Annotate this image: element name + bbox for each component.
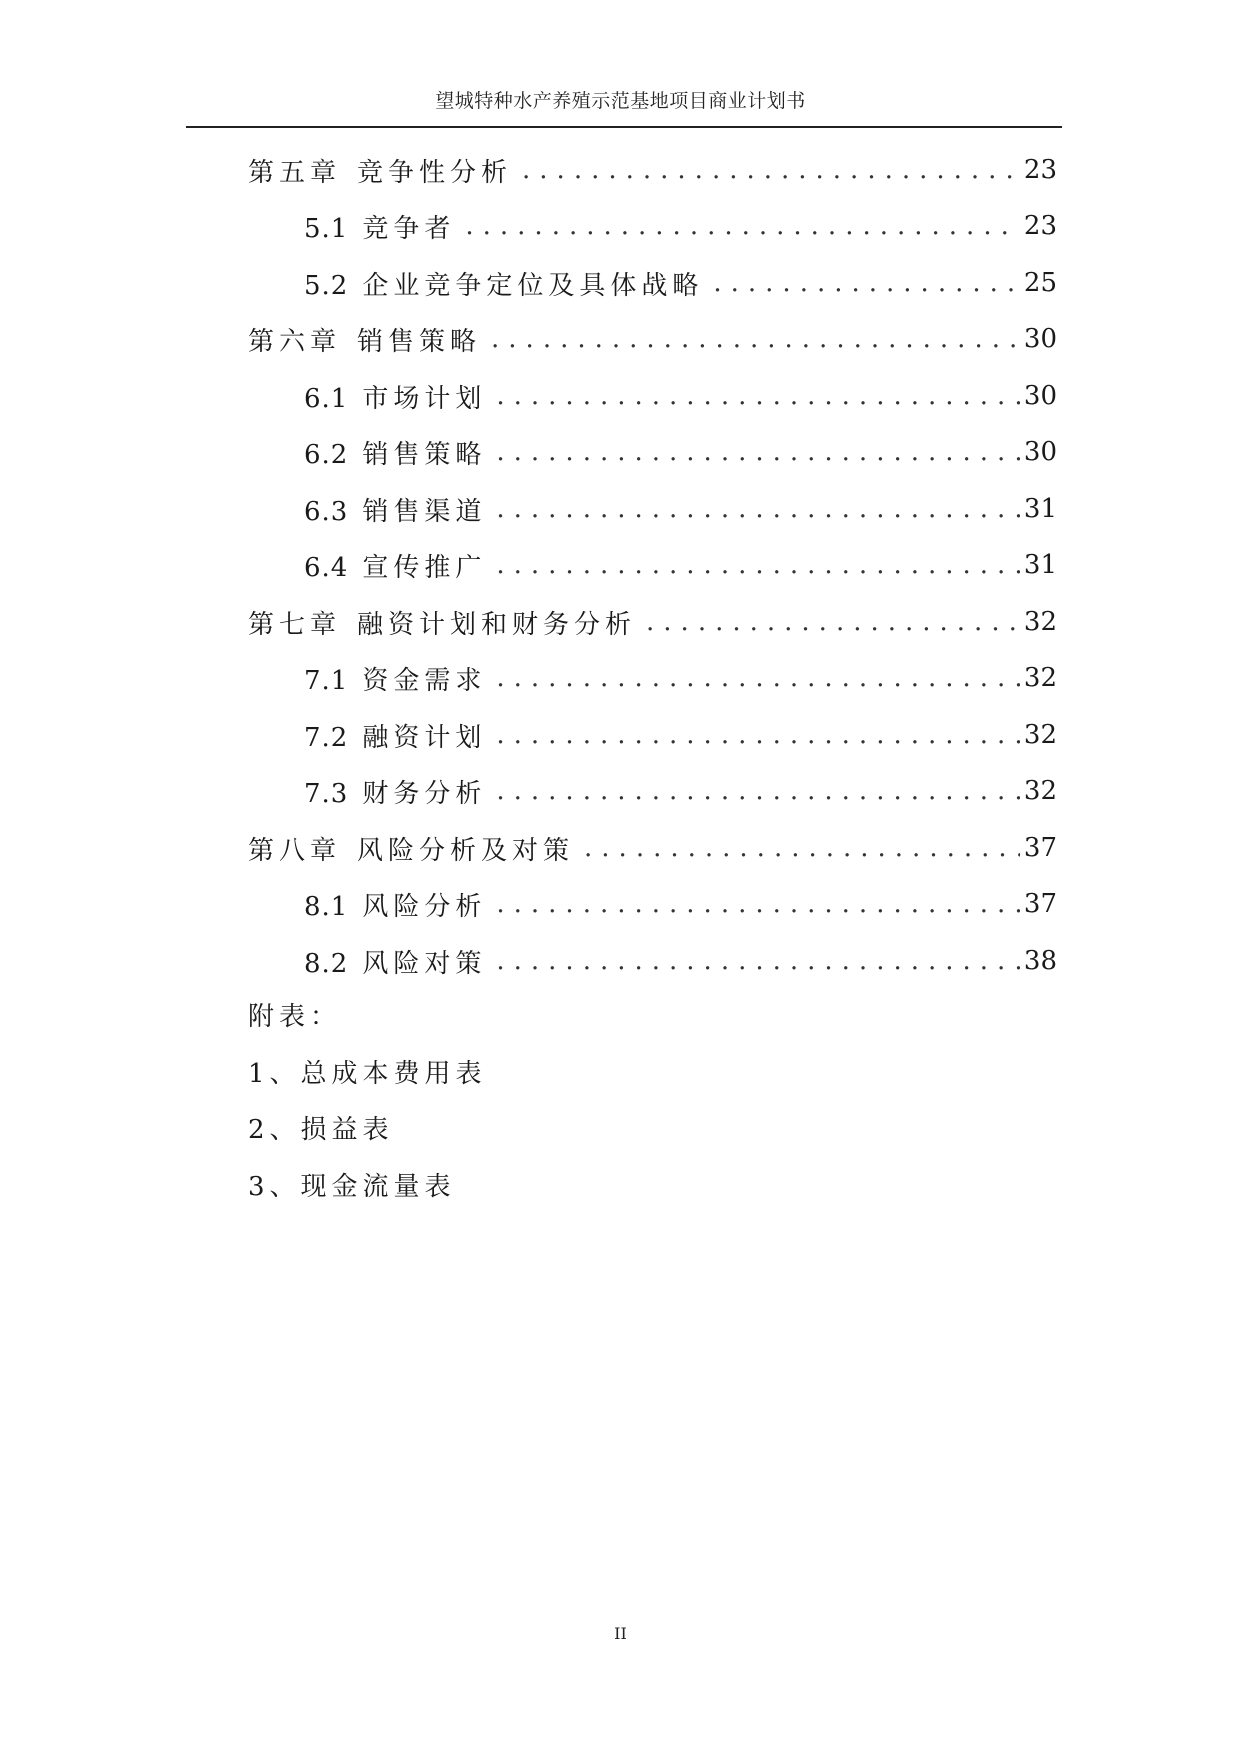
toc-section-number: 8.1: [304, 891, 349, 922]
toc-section-title: 风险分析: [362, 891, 487, 922]
toc-page-number: 25: [1023, 268, 1057, 298]
appendix-heading: 附表：: [248, 1002, 342, 1032]
toc-page-number: 37: [1023, 833, 1057, 863]
toc-leader-dots: [496, 946, 1020, 976]
toc-section-number: 7.1: [304, 665, 349, 696]
toc-section-6-4[interactable]: [304, 545, 1057, 585]
toc-chapter-title: 风险分析及对策: [357, 835, 575, 866]
toc-leader-dots: [646, 607, 1020, 637]
toc-page-number: 32: [1023, 720, 1057, 750]
toc-leader-dots: [496, 437, 1020, 467]
toc-section-6-1[interactable]: [304, 376, 1057, 416]
toc-section-number: 5.1: [304, 213, 349, 244]
toc-section-5-2[interactable]: [304, 263, 1057, 303]
running-header-title: 望城特种水产养殖示范基地项目商业计划书: [435, 90, 806, 112]
toc-leader-dots: [496, 550, 1020, 580]
toc-section-title: 风险对策: [362, 948, 487, 979]
toc-leader-dots: [496, 889, 1020, 919]
toc-leader-dots: [491, 324, 1020, 354]
toc-leader-dots: [496, 776, 1020, 806]
toc-page-number: 32: [1023, 663, 1057, 693]
toc-section-title: 销售渠道: [362, 496, 487, 527]
appendix-item-income-statement[interactable]: 2、损益表: [248, 1115, 394, 1145]
toc-section-5-1[interactable]: [304, 206, 1057, 246]
toc-section-number: 8.2: [304, 948, 349, 979]
toc-chapter-7[interactable]: [248, 602, 1057, 642]
toc-section-6-3[interactable]: [304, 489, 1057, 529]
toc-page-number: 38: [1023, 946, 1057, 976]
toc-chapter-label: 第八章: [248, 835, 342, 866]
toc-section-title: 资金需求: [362, 665, 487, 696]
toc-chapter-label: 第六章: [248, 326, 342, 357]
toc-section-number: 6.3: [304, 496, 349, 527]
toc-section-number: 5.2: [304, 270, 349, 301]
toc-chapter-title: 融资计划和财务分析: [357, 609, 637, 640]
toc-page-number: 30: [1023, 437, 1057, 467]
toc-section-title: 市场计划: [362, 383, 487, 414]
toc-leader-dots: [496, 381, 1020, 411]
toc-section-7-1[interactable]: [304, 658, 1057, 698]
toc-page-number: 23: [1023, 155, 1057, 185]
toc-chapter-title: 竞争性分析: [357, 157, 513, 188]
toc-section-8-1[interactable]: [304, 884, 1057, 924]
toc-leader-dots: [496, 494, 1020, 524]
toc-section-number: 6.4: [304, 552, 349, 583]
toc-section-title: 财务分析: [362, 778, 487, 809]
toc-section-title: 宣传推广: [362, 552, 487, 583]
page-number: II: [614, 1624, 627, 1643]
toc-chapter-6[interactable]: [248, 319, 1057, 359]
toc-section-7-2[interactable]: [304, 715, 1057, 755]
toc-page-number: 30: [1023, 381, 1057, 411]
toc-chapter-label: 第五章: [248, 157, 342, 188]
toc-section-7-3[interactable]: [304, 771, 1057, 811]
toc-section-number: 7.2: [304, 722, 349, 753]
toc-section-title: 销售策略: [362, 439, 487, 470]
toc-page-number: 23: [1023, 211, 1057, 241]
toc-chapter-5[interactable]: [248, 150, 1057, 190]
appendix-item-total-cost[interactable]: 1、总成本费用表: [248, 1059, 487, 1089]
toc-chapter-label: 第七章: [248, 609, 342, 640]
toc-page-number: 30: [1023, 324, 1057, 354]
toc-leader-dots: [713, 268, 1020, 298]
toc-leader-dots: [584, 833, 1020, 863]
toc-chapter-8[interactable]: [248, 828, 1057, 868]
toc-leader-dots: [522, 155, 1020, 185]
appendix-item-cash-flow[interactable]: 3、现金流量表: [248, 1172, 456, 1202]
toc-page-number: 37: [1023, 889, 1057, 919]
toc-section-number: 6.1: [304, 383, 349, 414]
toc-page-number: 31: [1023, 494, 1057, 524]
toc-section-number: 7.3: [304, 778, 349, 809]
toc-leader-dots: [465, 211, 1020, 241]
toc-page-number: 32: [1023, 776, 1057, 806]
toc-leader-dots: [496, 663, 1020, 693]
toc-section-number: 6.2: [304, 439, 349, 470]
toc-section-title: 企业竞争定位及具体战略: [362, 270, 704, 301]
header-rule: [186, 126, 1062, 128]
toc-section-title: 融资计划: [362, 722, 487, 753]
toc-section-6-2[interactable]: [304, 432, 1057, 472]
toc-section-title: 竞争者: [362, 213, 456, 244]
toc-page-number: 32: [1023, 607, 1057, 637]
toc-section-8-2[interactable]: [304, 941, 1057, 981]
toc-page-number: 31: [1023, 550, 1057, 580]
toc-chapter-title: 销售策略: [357, 326, 482, 357]
toc-leader-dots: [496, 720, 1020, 750]
